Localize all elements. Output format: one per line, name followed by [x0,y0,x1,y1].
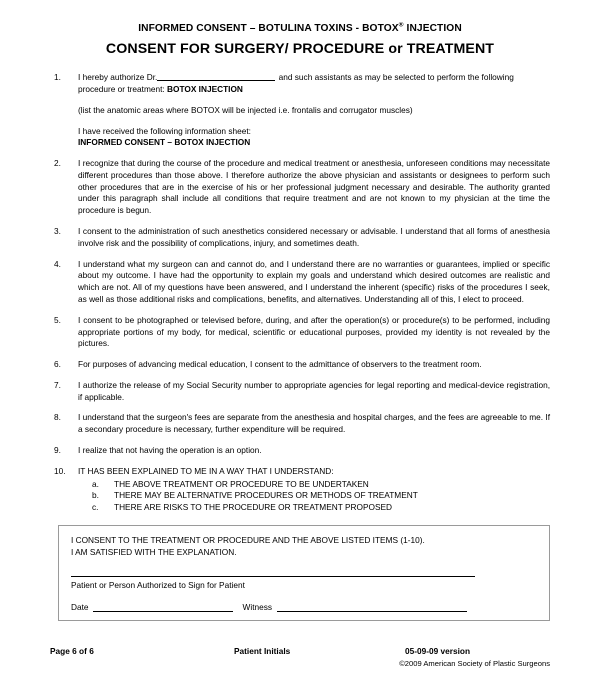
clause-text [78,72,550,149]
document-subtitle-prefix: INFORMED CONSENT – BOTULINA TOXINS - BOTOX [138,23,399,34]
clause-item-4 [50,259,550,306]
doctor-name-blank[interactable] [157,73,275,81]
clause-text: I authorize the release of my Social Security number to appropriate agencies for legal reporting and medical-device registration, if applicable. [78,379,550,402]
clause-text: I consent to the administration of such anesthetics considered necessary or advisable. I understand that all forms of anesthesia involve risk and the possibility of complications, injury, and sometimes death. [78,226,550,248]
witness-signature-line[interactable] [277,603,467,612]
clause-number: 8. [54,412,61,423]
copyright-notice: ©2009 American Society of Plastic Surgeons [399,659,550,668]
document-subtitle [50,22,550,36]
clause-text: For purposes of advancing medical education, I consent to the admittance of observers to the treatment room. [78,359,482,370]
document-footer [50,646,550,668]
document-version: 05-09-09 version [405,646,471,656]
signature-area [71,576,537,612]
patient-signature-line[interactable] [71,576,475,577]
clause-number: 4. [54,258,61,269]
consent-statement-line-1: I CONSENT TO THE TREATMENT OR PROCEDURE AND THE ABOVE LISTED ITEMS (1-10). [71,534,425,545]
clause-text: I understand that the surgeon's fees are separate from the anesthesia and hospital charges, and the fees are agreeable to me. If a secondary procedure is necessary, further expenditure will be required. [78,412,550,435]
clause-number: 6. [54,359,61,370]
clause-text: I understand what my surgeon can and cannot do, and I understand there are no warranties or guarantees, implied or specific about my outcome. I have had the opportunity to explain my goals and understand which desired outcomes are realistic and which are not. All of my questions have been answered, and I understand the inherent (specific) risks of the procedures I seek, as well as those additional risks and complications, benefits, and alternatives. Understanding all of this, I elect to proceed. [78,258,550,304]
anatomic-area-note: (list the anatomic areas where BOTOX will be injected i.e. frontalis and corrugator muscles) [78,104,413,115]
subitem-text: THERE ARE RISKS TO THE PROCEDURE OR TREATMENT PROPOSED [114,502,392,513]
clause-text: IT HAS BEEN EXPLAINED TO ME IN A WAY THAT I UNDERSTAND: [78,465,334,476]
consent-signature-box [58,525,550,621]
clause-subitem-b [78,490,550,502]
witness-label: Witness [242,602,273,613]
clause-number: 3. [54,226,61,237]
authorize-suffix-text: and such assistants as may be selected to perform the following procedure or treatment: [78,72,514,94]
clause-item-1 [50,72,550,149]
date-witness-row [71,602,537,612]
clause-item-6 [50,359,550,371]
information-sheet-block [78,126,550,150]
subitem-marker: a. [92,478,99,489]
clause-item-2 [50,158,550,217]
clause-subitem-c [78,502,550,514]
consent-statement-line-2: I AM SATISFIED WITH THE EXPLANATION. [71,546,237,557]
date-label: Date [71,602,89,613]
clause-text: I realize that not having the operation is an option. [78,444,262,455]
subitem-text: THE ABOVE TREATMENT OR PROCEDURE TO BE UNDERTAKEN [114,478,369,489]
page-number: Page 6 of 6 [50,646,94,656]
patient-signature-caption: Patient or Person Authorized to Sign for Patient [71,579,245,590]
clause-number: 5. [54,314,61,325]
clause-item-5 [50,315,550,350]
footer-row [50,646,550,658]
authorize-prefix-text: I hereby authorize Dr. [78,72,158,83]
date-input-line[interactable] [93,603,233,612]
clause-item-8 [50,412,550,436]
clause-number: 9. [54,444,61,455]
procedure-name: BOTOX INJECTION [167,84,243,94]
registered-trademark-icon: ® [398,21,404,29]
clause-number: 7. [54,379,61,390]
clause-text: I recognize that during the course of the procedure and medical treatment or anesthesia, unforeseen conditions may necessitate different procedures than those above. I therefore authorize the above physician and assistants or designees to perform such other procedures that are in the exercise of his or her professional judgment necessary and desirable. The authority granted under this paragraph shall include all conditions that require treatment and are not known to my physician at the time the procedure is begun. [78,158,550,216]
information-sheet-label: I have received the following information sheet: [78,125,251,136]
clause-number: 10. [54,465,66,476]
subitem-marker: b. [92,490,99,501]
clause-text: I consent to be photographed or televised before, during, and after the operation(s) or procedure(s) to be performed, including appropriate portions of my body, for medical, scientific or educational purposes, provided my identity is not revealed by the pictures. [78,314,550,349]
patient-initials-label[interactable]: Patient Initials [234,646,291,656]
clause-number: 2. [54,158,61,169]
clause-list [50,72,550,514]
clause-item-3 [50,226,550,250]
subitem-text: THERE MAY BE ALTERNATIVE PROCEDURES OR METHODS OF TREATMENT [114,490,418,501]
clause-item-10 [50,466,550,514]
document-header [50,22,550,58]
clause-item-9 [50,445,550,457]
clause-number: 1. [54,72,61,83]
consent-statement [71,534,537,558]
page-title: CONSENT FOR SURGERY/ PROCEDURE or TREATMENT [105,40,495,57]
clause-item-7 [50,380,550,404]
information-sheet-name: INFORMED CONSENT – BOTOX INJECTION [78,137,251,148]
document-subtitle-suffix: INJECTION [403,23,462,34]
subitem-marker: c. [92,502,99,513]
clause-10-subitems [78,479,550,514]
clause-subitem-a [78,479,550,491]
